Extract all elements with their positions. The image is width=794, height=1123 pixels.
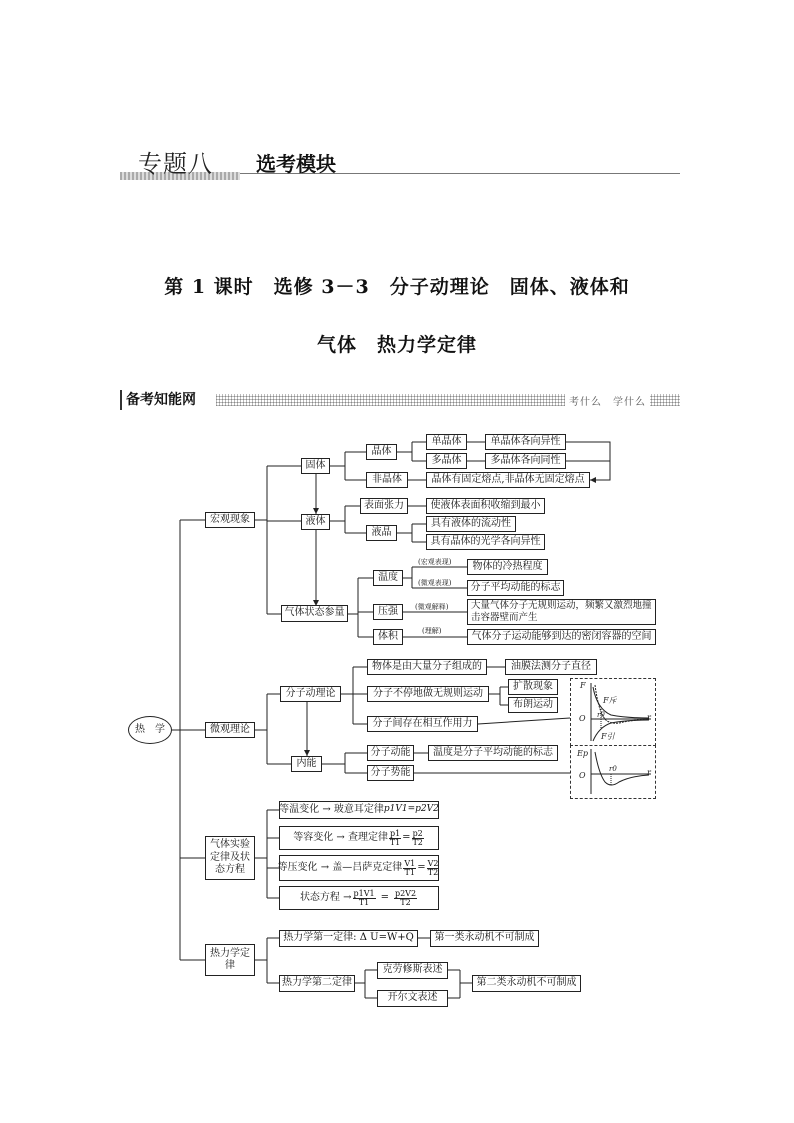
node-poly-prop: 多晶体各向同性 [485,453,566,469]
isobaric-n2: V2 [427,858,439,868]
state-eq-label: 状态方程 → [299,891,352,903]
isobaric-eq: = [417,861,426,873]
node-macro: 宏观现象 [205,512,255,528]
potential-r0-label: r0 [609,765,617,773]
node-liquid: 液体 [301,514,330,530]
state-n1: p1V1 [353,888,375,898]
isochoric-frac-right [412,830,424,847]
node-second-perpetual: 第二类永动机不可制成 [472,975,581,992]
node-gas-laws: 气体实验定律及状态方程 [205,836,255,880]
node-ke-desc: 温度是分子平均动能的标志 [428,745,558,761]
node-temperature: 温度 [373,570,403,586]
node-forces: 分子间存在相互作用力 [367,716,478,732]
node-random-motion: 分子不停地做无规则运动 [367,686,489,702]
force-axis-label: F [580,681,586,690]
node-single-crystal: 单晶体 [426,434,467,450]
force-origin-label: O [579,714,586,723]
isobaric-label: 等压变化 → 盖—吕萨克定律 [277,861,403,873]
force-r-label: r [647,713,651,722]
node-diffusion: 扩散现象 [508,679,558,695]
chapter-title: 选考模块 [256,152,336,176]
node-brownian: 布朗运动 [508,697,558,713]
state-n2: p2V2 [394,888,417,898]
node-single-prop: 单晶体各向异性 [485,434,566,450]
potential-axis-label: Ep [577,749,588,758]
node-thermo: 热力学定律 [205,944,255,976]
isochoric-d1: T1 [389,837,401,847]
note-micro-expl: (微观解释) [415,603,449,611]
lesson-title-line2: 气体 热力学定律 [316,334,477,356]
node-internal-energy: 内能 [291,756,322,772]
repulsion-label: F斥 [603,696,617,705]
node-temp-macro: 物体的冷热程度 [467,559,548,575]
node-poly-crystal: 多晶体 [426,453,467,469]
attraction-label: F引 [601,732,615,741]
node-isothermal [279,801,439,819]
node-lc-optical: 具有晶体的光学各向异性 [426,534,545,550]
state-frac-right [394,890,417,907]
node-solid: 固体 [301,458,330,474]
chapter-label: 专题八 [138,150,213,178]
node-micro: 微观理论 [205,722,255,738]
node-volume-desc: 气体分子运动能够到达的密闭容器的空间 [467,629,656,645]
node-volume: 体积 [373,629,403,645]
force-graph [570,678,656,746]
node-melting: 晶体有固定熔点,非晶体无固定熔点 [426,472,590,488]
note-micro: (微观表现) [418,579,452,587]
state-d2: T2 [400,897,411,907]
node-amorphous: 非晶体 [366,472,408,488]
isochoric-label: 等容变化 → 查理定律 [293,831,388,843]
node-molecular-pe: 分子势能 [367,765,414,781]
node-liquid-crystal: 液晶 [366,525,397,541]
isobaric-d1: T1 [404,867,415,877]
node-composed: 物体是由大量分子组成的 [367,659,487,675]
isobaric-frac-left [403,860,416,877]
isochoric-frac-left [389,830,401,847]
node-temp-micro: 分子平均动能的标志 [467,580,564,596]
node-gas-params: 气体状态参量 [281,605,348,622]
node-pressure: 压强 [373,604,403,620]
section-name: 备考知能网 [120,390,196,410]
potential-r-label: r [647,768,651,777]
isochoric-n1: p1 [389,828,401,838]
section-tagline: 考什么 学什么 [565,393,650,408]
state-frac-left [353,890,376,907]
node-first-perpetual: 第一类永动机不可制成 [430,930,539,947]
root-thermodynamics: 热 学 [128,716,172,744]
node-lc-flow: 具有液体的流动性 [426,516,516,532]
state-d1: T1 [358,897,370,907]
state-eq: = [380,891,389,903]
node-isobaric [279,855,439,881]
potential-graph [570,745,656,799]
node-pressure-desc: 大量气体分子无规则运动，频繁又激烈地撞击容器壁而产生 [467,599,656,625]
force-r0-label: r0 [597,711,605,719]
potential-origin-label: O [579,771,586,780]
node-first-law: 热力学第一定律: Δ U=W+Q [279,930,418,947]
node-molecular-ke: 分子动能 [367,745,414,761]
note-macro: (宏观表现) [418,558,452,566]
isochoric-d2: T2 [412,837,423,847]
isothermal-label: 等温变化 → 玻意耳定律 [279,803,384,815]
node-crystal: 晶体 [366,444,397,460]
isochoric-n2: p2 [412,828,423,838]
node-kinetic-theory: 分子动理论 [280,686,341,702]
isothermal-equation: p1V1=p2V2 [383,804,439,815]
node-second-law: 热力学第二定律 [279,975,355,992]
note-understand: (理解) [422,627,442,635]
isochoric-eq: = [402,831,411,843]
node-oil-film: 油膜法测分子直径 [505,659,597,675]
isobaric-frac-right [427,860,440,877]
lesson-title-line1: 第 1 课时 选修 3－3 分子动理论 固体、液体和 [164,276,630,298]
node-isochoric [279,826,439,850]
node-surface-tension: 表面张力 [360,498,408,514]
node-state-equation [279,886,439,910]
node-surface-desc: 使液体表面积收缩到最小 [426,498,545,514]
isobaric-n1: V1 [404,858,416,868]
node-clausius: 克劳修斯表述 [377,962,448,979]
isobaric-d2: T2 [427,867,439,877]
node-kelvin: 开尔文表述 [377,990,448,1007]
